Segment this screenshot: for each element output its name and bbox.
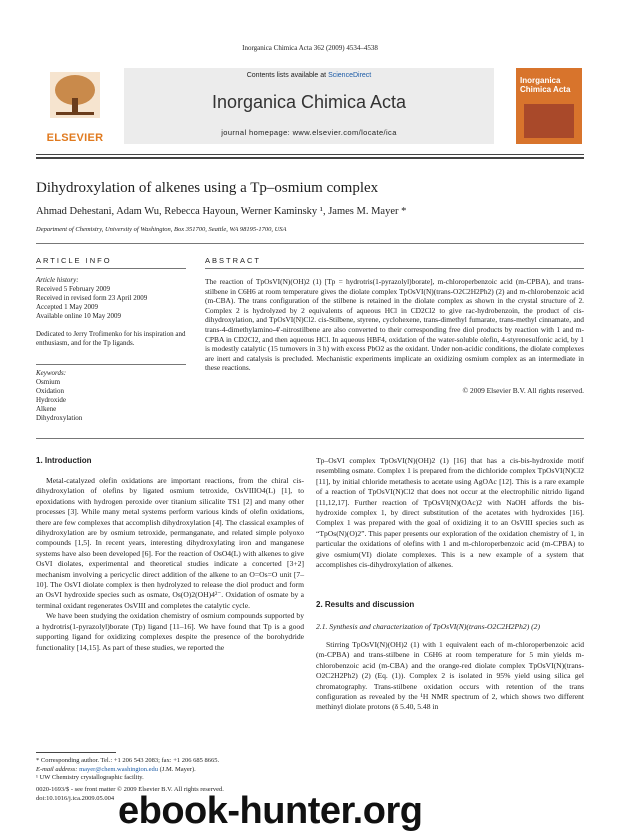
watermark: ebook-hunter.org [118, 790, 423, 832]
cover-image [524, 104, 574, 138]
doi-line[interactable]: doi:10.1016/j.ica.2009.05.004 [36, 794, 115, 802]
intro-column [36, 476, 304, 653]
keywords [36, 369, 186, 423]
keyword: Hydroxide [36, 396, 66, 404]
article-history [36, 276, 186, 348]
elsevier-logo [36, 70, 114, 144]
footnotes [36, 757, 306, 783]
history-label: Article history: [36, 276, 79, 284]
keywords-label: Keywords: [36, 369, 67, 377]
history-item: Available online 10 May 2009 [36, 312, 122, 320]
body-rule [36, 438, 584, 439]
abstract-rule [205, 268, 584, 269]
keyword: Osmium [36, 378, 61, 386]
footnote-1: ¹ UW Chemistry crystallographic facility. [36, 774, 144, 781]
elsevier-wordmark: ELSEVIER [46, 132, 104, 144]
history-item: Received 5 February 2009 [36, 285, 111, 293]
journal-banner [124, 68, 494, 144]
keyword: Dihydroxylation [36, 414, 83, 422]
article-authors: Ahmad Dehestani, Adam Wu, Rebecca Hayoun, Werner Kaminsky ¹, James M. Mayer * [36, 206, 407, 217]
right-column [316, 456, 584, 570]
abstract-heading: ABSTRACT [205, 256, 262, 265]
masthead-rule [36, 154, 584, 155]
results-paragraph: Stirring TpOsVI(N)(OH)2 (1) with 1 equivalent each of m-chloroperbenzoic acid (m-CPBA) and trans-stilbene in C6H6 at room temperature for 5 min yields m-chlorobenzoic acid (m-CBA) and the orange-red diolate complex TpOsVI(N)(trans-O2C2H2Ph2) (2) (Eq. (1)). Complex 2 is isolated in 95% yield using silica gel chromatography. Trans-stilbene oxidation occurs with retention of the trans configuration as revealed by the ¹H NMR spectrum of 2, which shows two different methinyl diolate protons (δ 5.40, 5.48 in [316, 640, 584, 712]
history-item: Received in revised form 23 April 2009 [36, 294, 148, 302]
masthead-rule-thick [36, 157, 584, 159]
keyword: Alkene [36, 405, 57, 413]
intro-heading: 1. Introduction [36, 456, 92, 465]
abstract-copyright: © 2009 Elsevier B.V. All rights reserved. [462, 386, 584, 395]
email-line: E-mail address: mayer@chem.washington.edu (J.M. Mayer). [36, 765, 196, 773]
footnote-rule [36, 752, 116, 753]
journal-cover [516, 68, 582, 144]
history-item: Accepted 1 May 2009 [36, 303, 99, 311]
abstract-text: The reaction of TpOsVI(N)(OH)2 (1) [Tp = hydrotris(1-pyrazolyl)borate], m-chloroperbenzoic acid (m-CPBA), and trans-stilbene in C6H6 at room temperature gives the diolate complex TpOsVI(N)(trans-O2C2H2Ph2) (2) and m-chlorobenzoic acid (m-CBA). The trans configuration of the stilbene is retained in the diolate complex as shown in the crystal structure of 2. Complex 2 is hydrolyzed by 2 equivalents of aqueous HCl in CD2Cl2 to give rac-hydrobenzoin, the product of cis-dihydroxylation, and TpOsVI(N)Cl2. cis-Stilbene, styrene, cyclohexene, trans-dimethyl fumarate, trans-methyl cinnamate, and trans-4-dimethylamino-4′-nitrostilbene are also converted to their corresponding free diol products by reaction with 1 and m-CPBA in CD2Cl2, and then aqueous HCl. In aqueous HBF4, oxidation of the water-soluble olefin, 4-styrenesulfonic acid, by 1 is modestly catalytic (15 turnovers in 3 h) with excess PbO2 as the oxidant. Under non-acidic conditions, the diolate complexes are inert and catalysis is precluded. Mechanistic experiments implicate an oxidizing osmium complex as an intermediate in these reactions. [205, 277, 584, 373]
dedication: Dedicated to Jerry Trofimenko for his inspiration and enthusiasm, and for the Tp ligands. [36, 330, 186, 347]
corresponding-author: * Corresponding author. Tel.: +1 206 543 2083; fax: +1 206 685 8665. [36, 757, 220, 764]
cover-title: Inorganica Chimica Acta [520, 76, 571, 94]
journal-masthead [36, 66, 584, 150]
results-column [316, 640, 584, 713]
elsevier-tree-icon [50, 72, 100, 118]
intro-paragraph: We have been studying the oxidation chemistry of osmium compounds supported by a hydrotris(1-pyrazolyl)borate (Tp) ligand [11–16]. We have found that Tp is a good supporting ligand for oxidizing complexes despite the presence of the borohydride functionality [14,15]. As part of these studies, we reported the [36, 611, 304, 652]
journal-title: Inorganica Chimica Acta [211, 92, 407, 112]
keywords-rule [36, 364, 186, 365]
intro-paragraph: Metal-catalyzed olefin oxidations are important reactions, from the chiral cis-dihydroxylation of olefins by ligated osmium tetroxide, OsVIIIO4(L) [1], to epoxidations with hydrogen peroxide over titanium silicalite TS1 [2] and many other processes [3]. While many metal systems perform various kinds of olefin oxidations, there are few complexes that accomplish dihydroxylation [4]. The classical examples of dihydroxylation are by osmium tetroxide, permanganate, and related simple polyoxo compounds [1,5]. In recent years, interesting dihydroxylating iron and manganese systems have also been developed [6]. For the reaction of OsO4(L) with alkenes to give OsVI diolates, experimental and theoretical studies indicate a concerted [3+2] mechanism involving a pericyclic direct addition of the alkene to an O=Os=O unit [7–10]. The OsVI diolate complex is then hydrolyzed to release the diol product and form an OsVI hydroxide species such as osmate, Os(O)2(OH)4²⁻. Oxidation of osmate by a terminal oxidant regenerates OsVIII and completes the catalytic cycle. [36, 476, 304, 610]
keyword: Oxidation [36, 387, 64, 395]
journal-homepage[interactable]: journal homepage: www.elsevier.com/locate/ica [221, 128, 397, 137]
article-info-heading: ARTICLE INFO [36, 256, 112, 265]
contents-line: Contents lists available at ScienceDirect [246, 72, 372, 79]
affil-rule [36, 243, 584, 244]
results-heading: 2. Results and discussion [316, 600, 415, 609]
article-affiliation: Department of Chemistry, University of Washington, Box 351700, Seattle, WA 98195-1700, USA [36, 226, 287, 233]
journal-citation: Inorganica Chimica Acta 362 (2009) 4534–4538 [242, 44, 378, 52]
right-paragraph: Tp–OsVI complex TpOsVI(N)(OH)2 (1) [16] that has a cis-bis-hydroxide motif resembling osmate. Complex 1 is prepared from the dichloride complex TpOsVI(N)Cl2 [11], by initial chloride metathesis to acetate using AgOAc [12]. This is a rare example of a reaction of TpOsVI(N)Cl2 that does not occur at the electrophilic nitrido ligand [11,12,17]. Further reaction of TpOsVI(N)(OAc)2 with NaOH affords the bis-hydroxide complex 1, by direct substitution of the acetates with hydroxides [16]. Complex 1 was prepared with the goal of oxidizing it to an OsVIII species such as “TpOs(N)(O)2”. This paper presents our exploration of the oxidation chemistry of 1, in particular the oxidations of olefins with 1 and m-chloroperbenzoic acid (m-CPBA) to give osmium(VI) diolate complexes. This is a new example of a system that accomplishes cis-dihydroxylation of alkenes. [316, 456, 584, 570]
article-title: Dihydroxylation of alkenes using a Tp–osmium complex [36, 180, 379, 196]
info-rule [36, 268, 186, 269]
email-link[interactable]: mayer@chem.washington.edu [79, 765, 159, 773]
issn-line: 0020-1693/$ - see front matter © 2009 Elsevier B.V. All rights reserved. [36, 786, 224, 793]
sciencedirect-link[interactable]: ScienceDirect [328, 72, 372, 79]
subsection-heading: 2.1. Synthesis and characterization of TpOsVI(N)(trans-O2C2H2Ph2) (2) [316, 622, 540, 631]
